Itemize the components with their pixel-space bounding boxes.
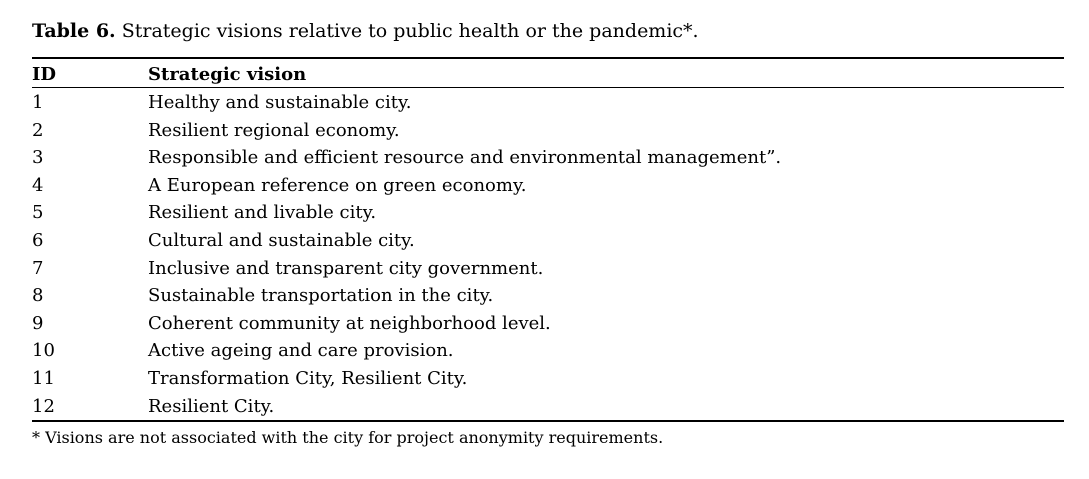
table-caption-label: Table 6. <box>32 20 116 42</box>
cell-id: 7 <box>32 257 44 279</box>
table-row <box>32 117 1064 145</box>
table-row <box>32 255 1064 283</box>
header-row <box>32 58 1064 88</box>
header-id: ID <box>32 58 148 88</box>
cell-vision: Inclusive and transparent city government. <box>148 257 544 279</box>
cell-id: 3 <box>32 147 44 169</box>
cell-vision: Resilient regional economy. <box>148 119 400 141</box>
cell-id: 5 <box>32 202 44 224</box>
table-row <box>32 227 1064 255</box>
table-row <box>32 337 1064 365</box>
cell-vision: Resilient and livable city. <box>148 202 377 224</box>
table-row <box>32 199 1064 227</box>
table-row <box>32 144 1064 172</box>
cell-id: 4 <box>32 174 44 196</box>
cell-vision: Coherent community at neighborhood level. <box>148 312 551 334</box>
cell-vision: Responsible and efficient resource and environmental management”. <box>148 147 782 169</box>
table-row <box>32 393 1064 422</box>
table-footnote: * Visions are not associated with the city for project anonymity requirements. <box>32 428 664 448</box>
header-strategic-vision: Strategic vision <box>148 58 1064 88</box>
cell-vision: Transformation City, Resilient City. <box>148 367 468 389</box>
cell-id: 9 <box>32 312 44 334</box>
table-row <box>32 282 1064 310</box>
cell-id: 11 <box>32 367 55 389</box>
cell-id: 1 <box>32 92 44 113</box>
cell-id: 12 <box>32 393 148 422</box>
cell-vision: Sustainable transportation in the city. <box>148 285 494 307</box>
table-header <box>32 58 1064 88</box>
table-row <box>32 310 1064 338</box>
cell-id: 8 <box>32 285 44 307</box>
cell-vision: Cultural and sustainable city. <box>148 229 415 251</box>
cell-id: 10 <box>32 340 55 362</box>
table-container <box>32 16 1064 450</box>
table-caption <box>32 16 1064 48</box>
cell-vision: Resilient City. <box>148 393 1064 422</box>
table-row <box>32 365 1064 393</box>
table-row <box>32 88 1064 117</box>
table-caption-text: Strategic visions relative to public health or the pandemic*. <box>115 20 699 42</box>
cell-vision: A European reference on green economy. <box>148 174 527 196</box>
cell-id: 2 <box>32 119 44 141</box>
strategic-visions-table <box>32 57 1064 422</box>
cell-vision: Active ageing and care provision. <box>148 340 454 362</box>
table-body <box>32 88 1064 422</box>
table-row <box>32 172 1064 200</box>
cell-vision: Healthy and sustainable city. <box>148 92 412 113</box>
cell-id: 6 <box>32 229 44 251</box>
